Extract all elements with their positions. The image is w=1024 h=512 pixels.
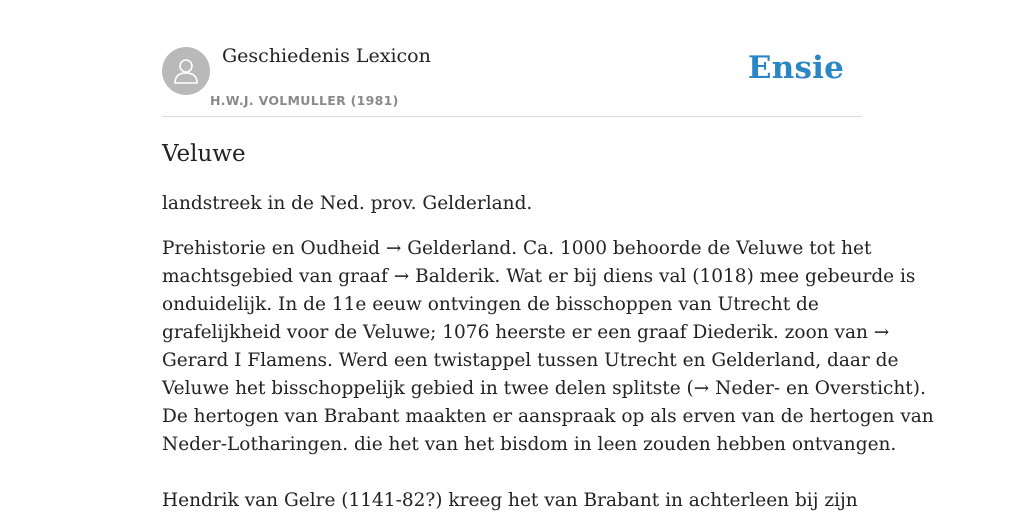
paragraph-line: Gerard I Flamens. Werd een twistappel tussen Utrecht en Gelderland, daar de — [162, 350, 899, 371]
paragraph-line: grafelijkheid voor de Veluwe; 1076 heerste er een graaf Diederik. zoon van → — [162, 322, 890, 343]
paragraph-line: De hertogen van Brabant maakten er aanspraak op als erven van de hertogen van — [162, 406, 934, 427]
lexicon-header — [162, 40, 862, 117]
paragraph-line: machtsgebied van graaf → Balderik. Wat er bij diens val (1018) mee gebeurde is — [162, 266, 916, 287]
paragraph-line: Hendrik van Gelre (1141-82?) kreeg het van Brabant in achterleen bij zijn — [162, 490, 858, 511]
lexicon-author[interactable]: H.W.J. VOLMULLER (1981) — [210, 93, 399, 108]
paragraph-line: Neder-Lotharingen. die het van het bisdom in leen zouden hebben ontvangen. — [162, 434, 897, 455]
paragraph-line: onduidelijk. In de 11e eeuw ontvingen de bisschoppen van Utrecht de — [162, 294, 819, 315]
user-icon-glyph — [172, 56, 200, 86]
lexicon-title[interactable]: Geschiedenis Lexicon — [222, 45, 431, 67]
paragraph-line: Prehistorie en Oudheid → Gelderland. Ca. 1000 behoorde de Veluwe tot het — [162, 238, 872, 259]
user-icon[interactable] — [162, 47, 210, 95]
entry-title: Veluwe — [162, 141, 246, 167]
entry-paragraph-2 — [162, 487, 874, 512]
ensie-logo[interactable]: Ensie — [747, 50, 844, 86]
entry-definition: landstreek in de Ned. prov. Gelderland. — [162, 193, 533, 214]
entry-paragraph-1 — [162, 235, 934, 459]
paragraph-line: Veluwe het bisschoppelijk gebied in twee delen splitste (→ Neder- en Oversticht). — [162, 378, 926, 399]
article — [162, 138, 934, 512]
